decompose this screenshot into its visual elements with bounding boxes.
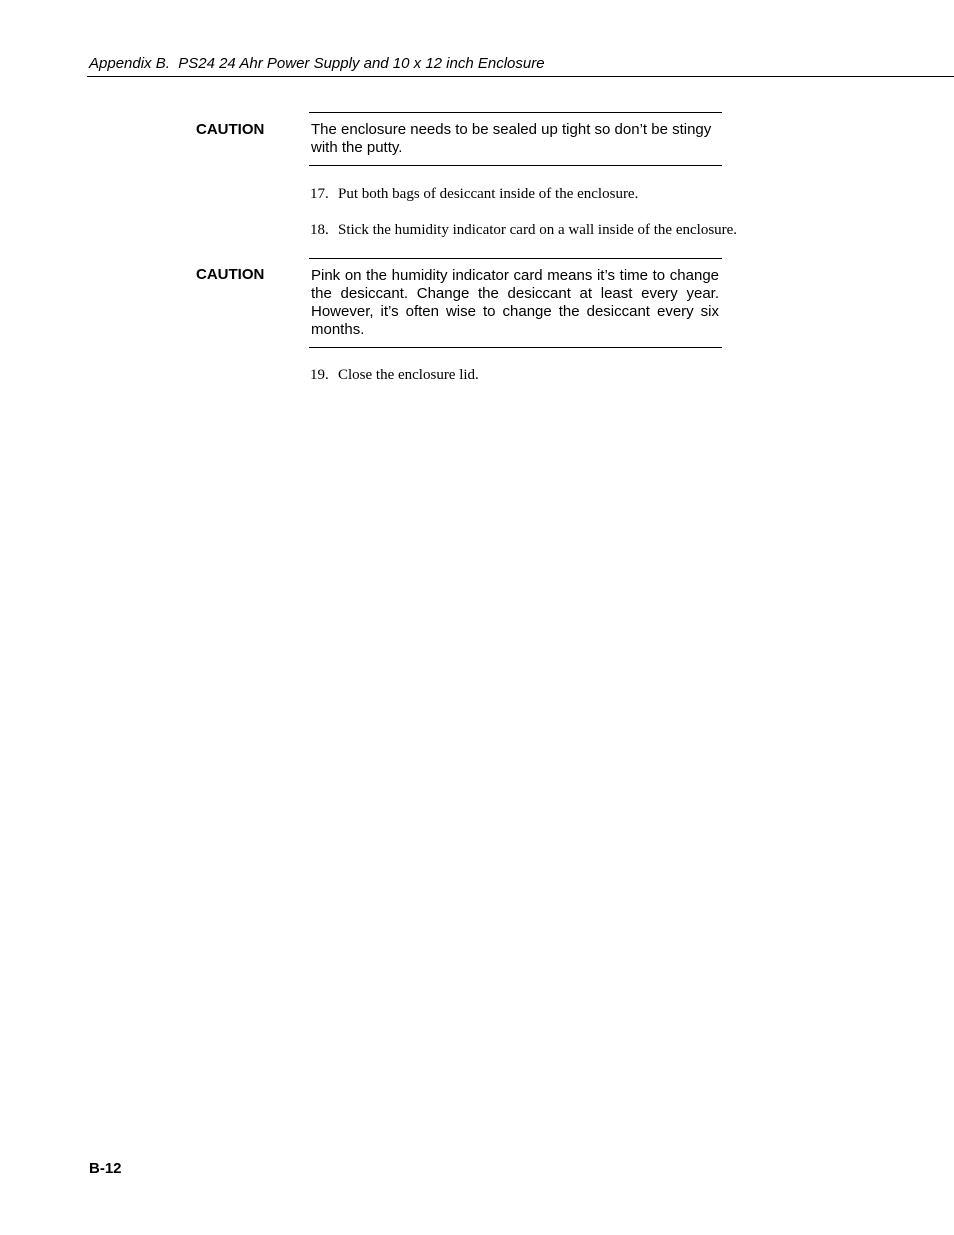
caution-text: Pink on the humidity indicator card means it’s time to change the desiccant. Change the desiccant at least every year. However, it’s often wise to change the desiccant every six months. — [311, 267, 719, 338]
step-number: 17. — [310, 186, 329, 202]
page-number: B-12 — [89, 1160, 122, 1177]
running-header: Appendix B. PS24 24 Ahr Power Supply and 10 x 12 inch Enclosure — [89, 55, 545, 72]
caution-text: The enclosure needs to be sealed up tight so don’t be stingy with the putty. — [311, 121, 712, 156]
caution-box — [309, 112, 722, 166]
step-text: Stick the humidity indicator card on a wall inside of the enclosure. — [338, 222, 738, 238]
step-17 — [310, 185, 638, 203]
step-number: 18. — [310, 222, 329, 238]
step-19 — [310, 366, 479, 384]
step-text: Put both bags of desiccant inside of the enclosure. — [338, 186, 639, 202]
step-18 — [310, 221, 737, 239]
caution-box — [309, 258, 722, 348]
step-text: Close the enclosure lid. — [338, 367, 479, 383]
step-number: 19. — [310, 367, 329, 383]
caution-label: CAUTION — [196, 266, 265, 283]
header-rule — [87, 76, 954, 77]
caution-label: CAUTION — [196, 121, 265, 138]
